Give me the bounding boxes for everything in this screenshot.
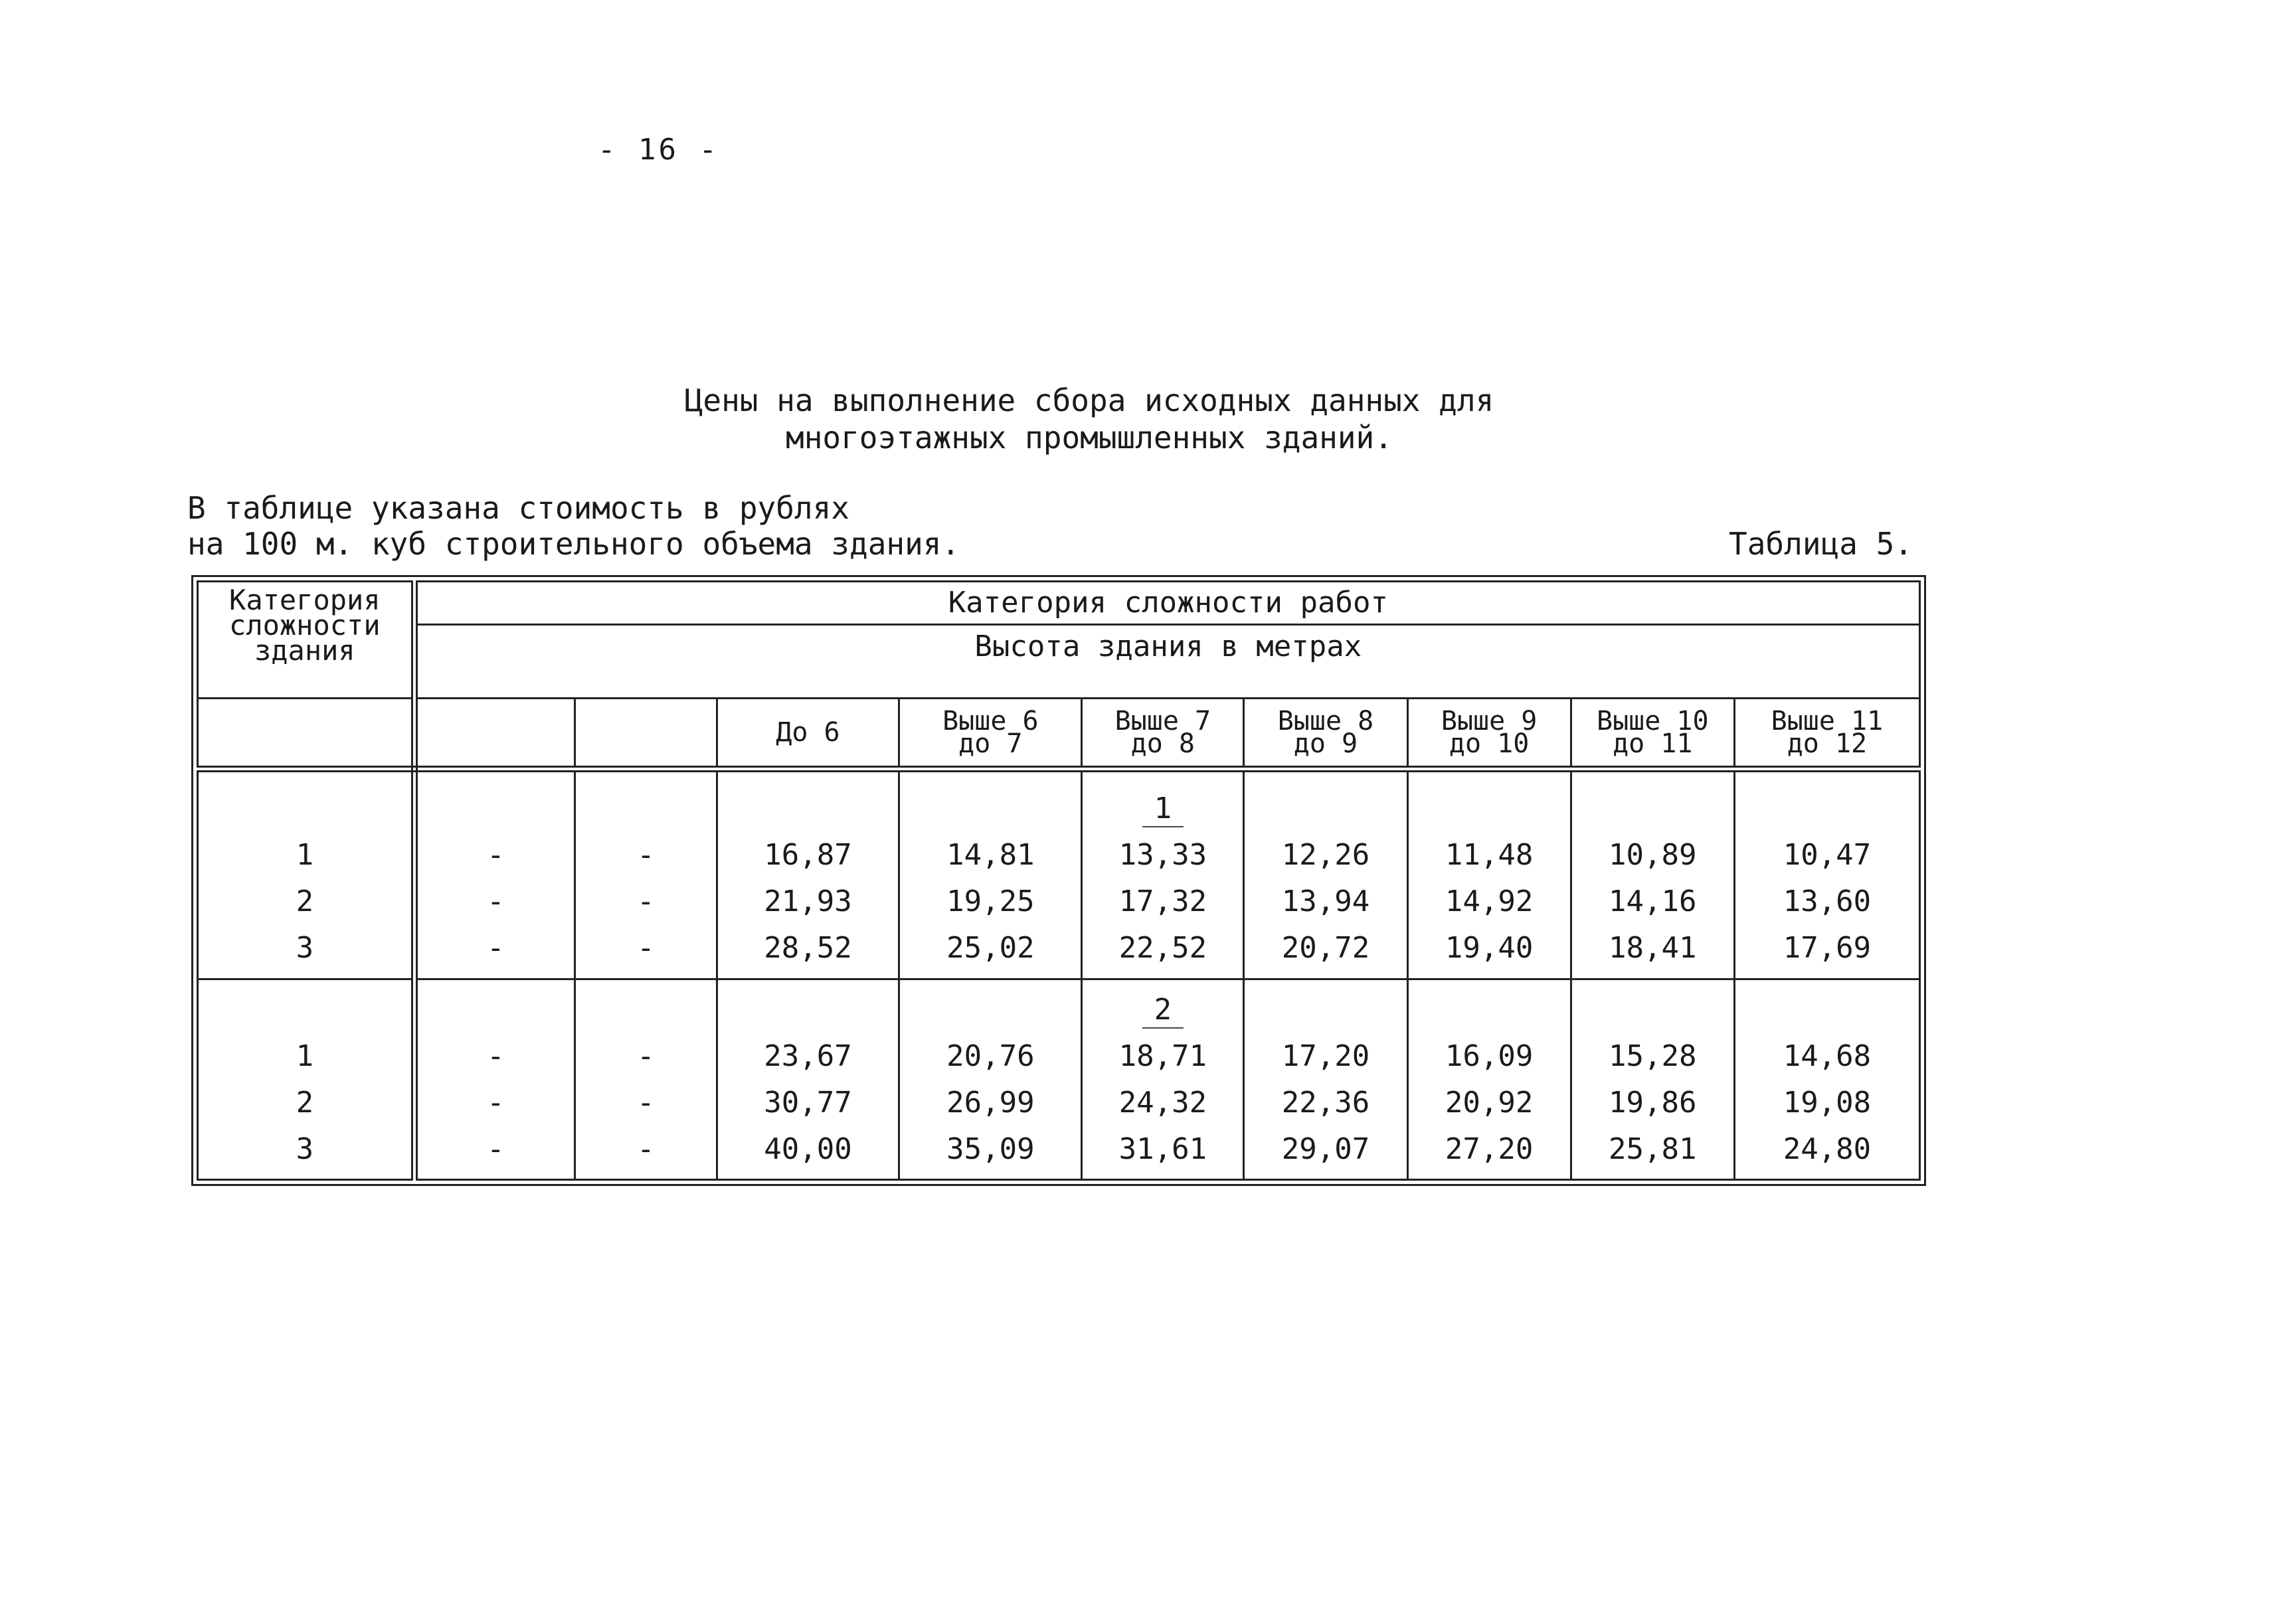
- column-header: [1407, 699, 1571, 770]
- price-value: 18,71: [1118, 1039, 1207, 1073]
- price-value: 25,81: [1609, 1132, 1697, 1166]
- price-value: 14,81: [946, 838, 1035, 872]
- note-line-2: на 100 м. куб строительного объема здания.: [187, 526, 960, 562]
- dash-value: -: [637, 838, 655, 872]
- dash-value: -: [487, 1039, 505, 1073]
- column-header: [1734, 699, 1919, 770]
- column-header-line-1: Выше 7: [1114, 706, 1211, 736]
- dash-value: -: [487, 838, 505, 872]
- price-value: 30,77: [764, 1085, 852, 1120]
- price-column-cell: [717, 769, 899, 979]
- table-note: [187, 490, 960, 562]
- price-value: 20,72: [1281, 931, 1370, 965]
- column-header: [1082, 699, 1244, 770]
- price-column-cell: [899, 769, 1082, 979]
- dash-value: -: [637, 885, 655, 918]
- column-header-line-2: до 8: [1130, 728, 1195, 759]
- price-value: 19,40: [1445, 931, 1534, 965]
- price-value: 20,92: [1445, 1085, 1534, 1120]
- empty-column-cell: [414, 979, 575, 1179]
- empty-column-cell: [414, 769, 575, 979]
- price-value: 28,52: [764, 931, 852, 965]
- price-value: 17,32: [1118, 885, 1207, 918]
- price-value: 16,09: [1445, 1039, 1534, 1073]
- price-value: 17,20: [1281, 1039, 1370, 1073]
- category-header: [198, 582, 414, 699]
- price-value: 14,16: [1609, 885, 1697, 918]
- column-header-line-1: Выше 10: [1596, 706, 1709, 736]
- note-line-1: В таблице указана стоимость в рублях: [187, 490, 849, 526]
- building-height-header: Высота здания в метрах: [414, 625, 1920, 699]
- column-header: [717, 699, 899, 770]
- column-header: [1244, 699, 1407, 770]
- price-column-cell: [1244, 979, 1407, 1179]
- price-value: 13,60: [1783, 885, 1872, 918]
- column-header-line-2: до 7: [958, 728, 1023, 759]
- dash-value: -: [487, 885, 505, 918]
- category-header-line-3: здания: [254, 634, 355, 667]
- price-column-cell: [1734, 769, 1919, 979]
- price-value: 10,47: [1783, 838, 1872, 872]
- category-value: 1: [296, 838, 314, 872]
- price-value: 18,41: [1609, 931, 1697, 965]
- group-row: [198, 769, 1920, 979]
- empty-header-cell: [575, 699, 717, 770]
- column-header-line-1: Выше 9: [1441, 706, 1538, 736]
- title-line-1: Цены на выполнение сбора исходных данных для: [684, 382, 1494, 418]
- price-value: 19,08: [1783, 1085, 1872, 1120]
- price-value: 24,80: [1783, 1132, 1872, 1166]
- price-column-cell: [717, 979, 899, 1179]
- price-column-cell: [1082, 769, 1244, 979]
- column-header-line-1: До 6: [776, 717, 840, 748]
- price-value: 31,61: [1118, 1132, 1207, 1166]
- group-label: 2: [1142, 993, 1184, 1029]
- dash-value: -: [637, 931, 655, 965]
- dash-value: -: [637, 1039, 655, 1073]
- group-label: 1: [1142, 792, 1184, 827]
- dash-value: -: [487, 931, 505, 965]
- price-value: 12,26: [1281, 838, 1370, 872]
- page-number: - 16 -: [598, 133, 719, 167]
- category-value: 3: [296, 1132, 314, 1166]
- price-value: 27,20: [1445, 1132, 1534, 1166]
- price-column-cell: [1244, 769, 1407, 979]
- price-value: 40,00: [764, 1132, 852, 1166]
- price-value: 19,86: [1609, 1085, 1697, 1120]
- price-column-cell: [1734, 979, 1919, 1179]
- price-table: [197, 580, 1921, 1181]
- dash-value: -: [487, 1132, 505, 1166]
- column-header: [899, 699, 1082, 770]
- column-header-line-1: Выше 8: [1277, 706, 1374, 736]
- price-value: 24,32: [1118, 1085, 1207, 1120]
- price-value: 22,52: [1118, 931, 1207, 965]
- category-value: 2: [296, 1085, 314, 1120]
- empty-column-cell: [575, 769, 717, 979]
- price-value: 19,25: [946, 885, 1035, 918]
- price-value: 23,67: [764, 1039, 852, 1073]
- price-column-cell: [1571, 769, 1734, 979]
- dash-value: -: [637, 1132, 655, 1166]
- price-value: 14,68: [1783, 1039, 1872, 1073]
- price-value: 26,99: [946, 1085, 1035, 1120]
- dash-value: -: [637, 1085, 655, 1120]
- price-value: 22,36: [1281, 1085, 1370, 1120]
- column-header-line-2: до 10: [1449, 728, 1530, 759]
- empty-header-cell: [414, 699, 575, 770]
- column-header-line-1: Выше 6: [942, 706, 1039, 736]
- price-value: 13,33: [1118, 838, 1207, 872]
- price-column-cell: [1571, 979, 1734, 1179]
- price-value: 14,92: [1445, 885, 1534, 918]
- dash-value: -: [487, 1085, 505, 1120]
- category-header-line-1: Категория: [229, 584, 381, 616]
- price-value: 20,76: [946, 1039, 1035, 1073]
- empty-column-cell: [575, 979, 717, 1179]
- price-value: 25,02: [946, 931, 1035, 965]
- title-line-2: многоэтажных промышленных зданий.: [786, 420, 1393, 456]
- category-cell: [198, 979, 414, 1179]
- price-table-frame: [191, 575, 1926, 1186]
- price-value: 16,87: [764, 838, 852, 872]
- price-value: 15,28: [1609, 1039, 1697, 1073]
- category-header-line-2: сложности: [229, 609, 381, 641]
- price-value: 17,69: [1783, 931, 1872, 965]
- column-header-line-2: до 9: [1293, 728, 1358, 759]
- work-complexity-header: Категория сложности работ: [414, 582, 1920, 625]
- price-value: 21,93: [764, 885, 852, 918]
- price-value: 35,09: [946, 1132, 1035, 1166]
- column-header-line-1: Выше 11: [1771, 706, 1884, 736]
- column-header: [1571, 699, 1734, 770]
- group-label-cell: [1083, 987, 1243, 1033]
- table-label: Таблица 5.: [1729, 526, 1913, 562]
- empty-header-cell: [198, 699, 414, 770]
- category-value: 1: [296, 1039, 314, 1073]
- price-column-cell: [899, 979, 1082, 1179]
- price-value: 10,89: [1609, 838, 1697, 872]
- category-cell: [198, 769, 414, 979]
- document-title: [465, 382, 1714, 456]
- price-value: 11,48: [1445, 838, 1534, 872]
- column-header-line-2: до 12: [1787, 728, 1868, 759]
- price-column-cell: [1407, 979, 1571, 1179]
- price-column-cell: [1082, 979, 1244, 1179]
- group-row: [198, 979, 1920, 1179]
- group-label-cell: [1083, 786, 1243, 832]
- column-header-line-2: до 11: [1613, 728, 1693, 759]
- category-value: 3: [296, 931, 314, 965]
- price-value: 29,07: [1281, 1132, 1370, 1166]
- price-value: 13,94: [1281, 885, 1370, 918]
- price-column-cell: [1407, 769, 1571, 979]
- category-value: 2: [296, 885, 314, 918]
